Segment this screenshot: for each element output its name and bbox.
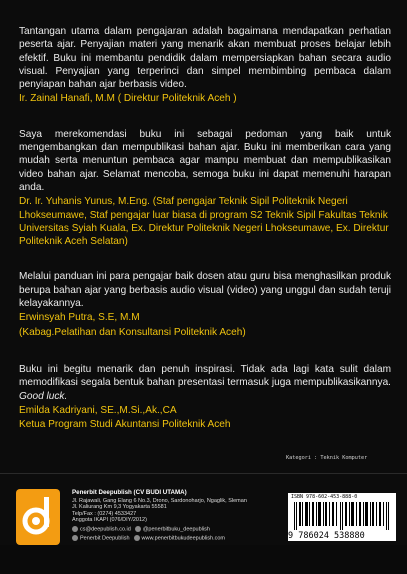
instagram-contact (135, 526, 210, 533)
barcode-bars (294, 502, 390, 530)
publisher-address-1: Jl. Rajawali, Gang Elang 6 No.3, Drono, Sardonoharjo, Ngaglik, Sleman (72, 497, 247, 504)
testimonial-text (19, 363, 391, 403)
isbn-label: ISBN 978-602-453-888-0 (291, 494, 358, 500)
divider (0, 473, 407, 474)
testimonial-author: Ir. Zainal Hanafi, M.M ( Direktur Politeknik Aceh ) (19, 93, 237, 105)
testimonial-1 (19, 25, 391, 106)
testimonial-text-italic: Good luck. (19, 390, 68, 402)
email-contact (72, 526, 131, 533)
email-icon (72, 526, 78, 532)
publisher-website: www.penerbitbukudeepublish.com (141, 535, 226, 542)
testimonial-4 (19, 363, 391, 431)
barcode (288, 493, 396, 541)
testimonial-text: Tantangan utama dalam pengajaran adalah bagaimana mendapatkan perhatian peserta ajar. Penyajian materi yang menarik akan membuat proses belajar lebih efektif. Buku ini membantu pendidik dalam mempersiapkan bahan secara audio visual. Penyajian yang terperinci dan simpel membimbing pembaca dalam penyiapan bahan ajar berbasis video. (19, 26, 391, 91)
instagram-icon (135, 526, 141, 532)
publisher-name: Penerbit Deepublish (CV BUDI UTAMA) (72, 489, 187, 496)
testimonial-author: Erwinsyah Putra, S.E, M.M (19, 312, 140, 324)
facebook-icon (72, 535, 78, 541)
publisher-info (72, 490, 272, 542)
testimonial-author: Emilda Kadriyani, SE.,M.Si.,Ak.,CA (19, 404, 177, 416)
website-contact (134, 535, 225, 542)
deepublish-logo (16, 489, 60, 545)
publisher-contact-row-1 (72, 526, 272, 533)
publisher-phone: Telp/Fax : (0274) 4533427 (72, 510, 137, 517)
testimonials (19, 25, 391, 447)
publisher-ikapi: Anggota IKAPI (076/DIY/2012) (72, 517, 147, 524)
bottom-bar (0, 545, 407, 574)
facebook-contact (72, 535, 130, 542)
publisher-address-2: Jl. Kaliurang Km 9,3 Yogyakarta 55581 (72, 504, 167, 511)
category-label: Kategori : Teknik Komputer (286, 455, 368, 461)
testimonial-text-body: Buku ini begitu menarik dan penuh inspirasi. Tidak ada lagi kata sulit dalam memodifikasi segala bentuk bahan presentasi termasuk juga mempublikasikannya. (19, 363, 391, 389)
publisher-contact-row-2 (72, 535, 272, 542)
testimonial-author-role: (Kabag.Pelatihan dan Konsultansi Politeknik Aceh) (19, 326, 246, 338)
testimonial-author-role: Ketua Program Studi Akuntansi Politeknik Aceh (19, 419, 231, 431)
testimonial-author: Dr. Ir. Yuhanis Yunus, M.Eng. (Staf pengajar Teknik Sipil Politeknik Negeri Lhokseumawe, Staf pengajar luar biasa di program S2 Teknik Sipil Fakultas Teknik Universitas Syiah Kuala, Ex. Direktur Politeknik Negeri Lhokseumawe, Ex. Direktur Politeknik Aceh Selatan) (19, 196, 389, 248)
publisher-instagram: @penerbitbuku_deepublish (142, 526, 210, 533)
testimonial-3 (19, 270, 391, 338)
testimonial-text: Melalui panduan ini para pengajar baik dosen atau guru bisa menghasilkan produk berupa bahan ajar yang berbasis audio visual (video) yang unggul dan sudah teruji kelayakannya. (19, 271, 391, 310)
testimonial-2 (19, 128, 391, 249)
globe-icon (134, 535, 140, 541)
publisher-facebook: Penerbit Deepublish (80, 535, 130, 542)
barcode-number: 9 786024 538880 (288, 531, 365, 541)
publisher-email: cs@deepublish.co.id (80, 526, 131, 533)
publisher-block (16, 487, 266, 545)
testimonial-text: Saya merekomendasi buku ini sebagai pedoman yang baik untuk mengembangkan dan mempublikasi bahan ajar. Buku ini memberikan cara yang mudah serta menuntun pembaca agar mampu membuat dan mempublikasikan video bahan ajar. Selamat mencoba, semoga buku ini dapat memenuhi harapan anda. (19, 128, 391, 193)
